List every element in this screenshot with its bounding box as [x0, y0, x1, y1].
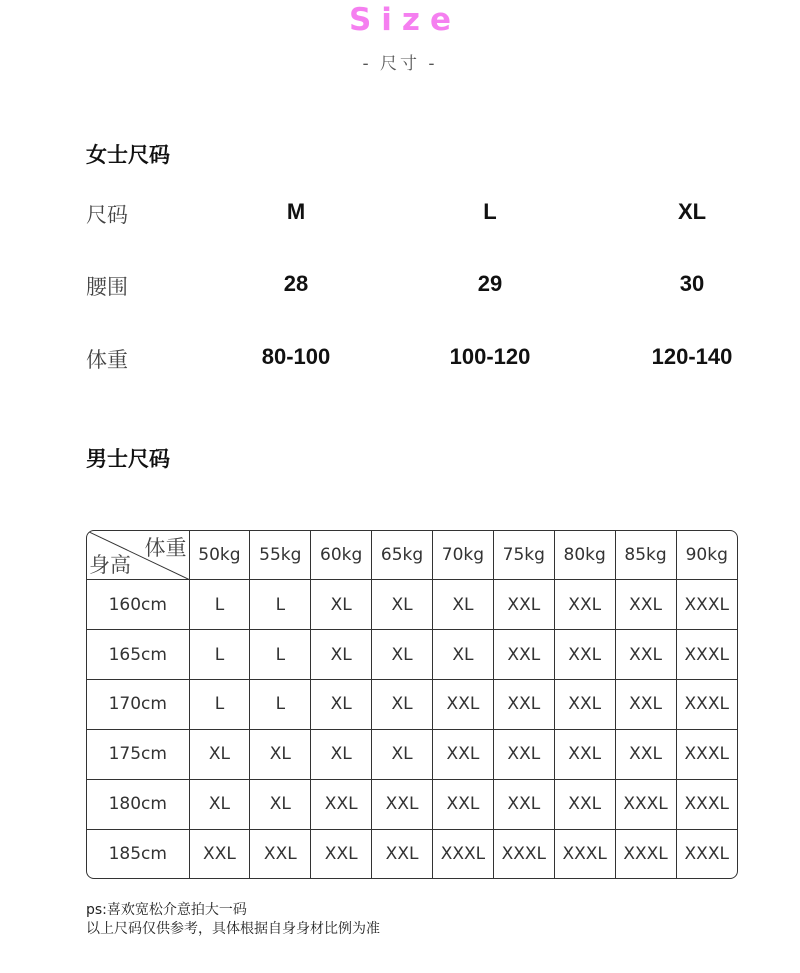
weight-header: 80kg [554, 531, 615, 580]
size-cell: XL [433, 580, 494, 630]
size-cell: XL [189, 779, 250, 829]
size-cell: L [189, 680, 250, 730]
weight-header: 55kg [250, 531, 311, 580]
size-cell: XXL [311, 779, 372, 829]
height-cell: 170cm [87, 680, 189, 730]
size-cell: L [189, 580, 250, 630]
size-cell: XXL [372, 829, 433, 878]
height-cell: 185cm [87, 829, 189, 878]
women-cell: 29 [477, 271, 503, 296]
women-cell: 28 [283, 271, 309, 296]
height-cell: 180cm [87, 779, 189, 829]
size-cell: XL [433, 630, 494, 680]
size-cell: XL [311, 729, 372, 779]
size-cell: XXXL [433, 829, 494, 878]
women-row-label-waist: 腰围 [86, 275, 128, 299]
weight-header: 70kg [433, 531, 494, 580]
weight-header: 60kg [311, 531, 372, 580]
size-cell: L [250, 580, 311, 630]
size-cell: XL [250, 729, 311, 779]
women-cell: 120-140 [651, 344, 733, 369]
size-cell: XXL [615, 580, 676, 630]
size-cell: XXXL [676, 580, 737, 630]
size-cell: XXL [493, 779, 554, 829]
weight-header: 65kg [372, 531, 433, 580]
size-cell: XL [372, 580, 433, 630]
size-cell: L [189, 630, 250, 680]
table-row [87, 779, 737, 829]
size-cell: XL [372, 729, 433, 779]
size-cell: XXXL [615, 829, 676, 878]
size-cell: XXXL [493, 829, 554, 878]
size-cell: XL [372, 680, 433, 730]
men-size-table [86, 530, 738, 879]
women-row-label-weight: 体重 [86, 348, 128, 372]
size-cell: XXL [615, 680, 676, 730]
women-cell: M [286, 199, 306, 224]
height-cell: 165cm [87, 630, 189, 680]
women-cell: L [483, 199, 497, 224]
height-cell: 175cm [87, 729, 189, 779]
size-cell: XXL [493, 729, 554, 779]
size-cell: XL [372, 630, 433, 680]
size-cell: XL [189, 729, 250, 779]
size-cell: XXL [554, 680, 615, 730]
table-header-row [87, 531, 737, 580]
women-section-title: 女士尺码 [86, 143, 170, 167]
size-cell: XXXL [676, 829, 737, 878]
height-cell: 160cm [87, 580, 189, 630]
table-corner-cell [87, 531, 189, 580]
corner-weight-label: 体重 [144, 536, 187, 560]
size-cell: XXL [615, 729, 676, 779]
size-cell: XL [311, 580, 372, 630]
size-cell: XXL [250, 829, 311, 878]
size-cell: XXXL [676, 680, 737, 730]
weight-header: 50kg [189, 531, 250, 580]
women-row-label-size: 尺码 [86, 203, 128, 227]
size-cell: L [250, 680, 311, 730]
size-cell: XXL [554, 630, 615, 680]
corner-height-label: 身高 [89, 553, 131, 578]
weight-header: 75kg [493, 531, 554, 580]
size-cell: XXL [433, 779, 494, 829]
size-cell: XXL [372, 779, 433, 829]
size-cell: XXL [189, 829, 250, 878]
page-subtitle: - 尺寸 - [362, 54, 438, 74]
women-cell: 30 [679, 271, 705, 296]
table-row [87, 680, 737, 730]
size-cell: XXL [554, 580, 615, 630]
size-cell: XL [311, 630, 372, 680]
note-line-reference: 以上尺码仅供参考，具体根据自身身材比例为准 [86, 921, 380, 937]
table-row [87, 630, 737, 680]
table-row [87, 829, 737, 878]
size-cell: XXL [615, 630, 676, 680]
size-cell: XXL [311, 829, 372, 878]
size-cell: XXL [433, 680, 494, 730]
size-cell: XXXL [615, 779, 676, 829]
size-cell: XXL [554, 779, 615, 829]
weight-header: 85kg [615, 531, 676, 580]
size-cell: XXL [554, 729, 615, 779]
size-cell: XXXL [554, 829, 615, 878]
size-cell: XXL [433, 729, 494, 779]
women-cell: 80-100 [261, 344, 331, 369]
women-cell: 100-120 [449, 344, 531, 369]
note-line-loose-fit: ps:喜欢宽松介意拍大一码 [86, 902, 247, 918]
size-cell: XXL [493, 680, 554, 730]
size-cell: XXXL [676, 630, 737, 680]
table-row [87, 729, 737, 779]
table-row [87, 580, 737, 630]
size-cell: XXXL [676, 779, 737, 829]
size-cell: XL [250, 779, 311, 829]
size-cell: L [250, 630, 311, 680]
size-cell: XL [311, 680, 372, 730]
page-title: Size [348, 2, 462, 38]
weight-header: 90kg [676, 531, 737, 580]
size-cell: XXL [493, 630, 554, 680]
size-cell: XXL [493, 580, 554, 630]
women-cell: XL [677, 199, 707, 224]
men-section-title: 男士尺码 [86, 447, 170, 471]
size-cell: XXXL [676, 729, 737, 779]
